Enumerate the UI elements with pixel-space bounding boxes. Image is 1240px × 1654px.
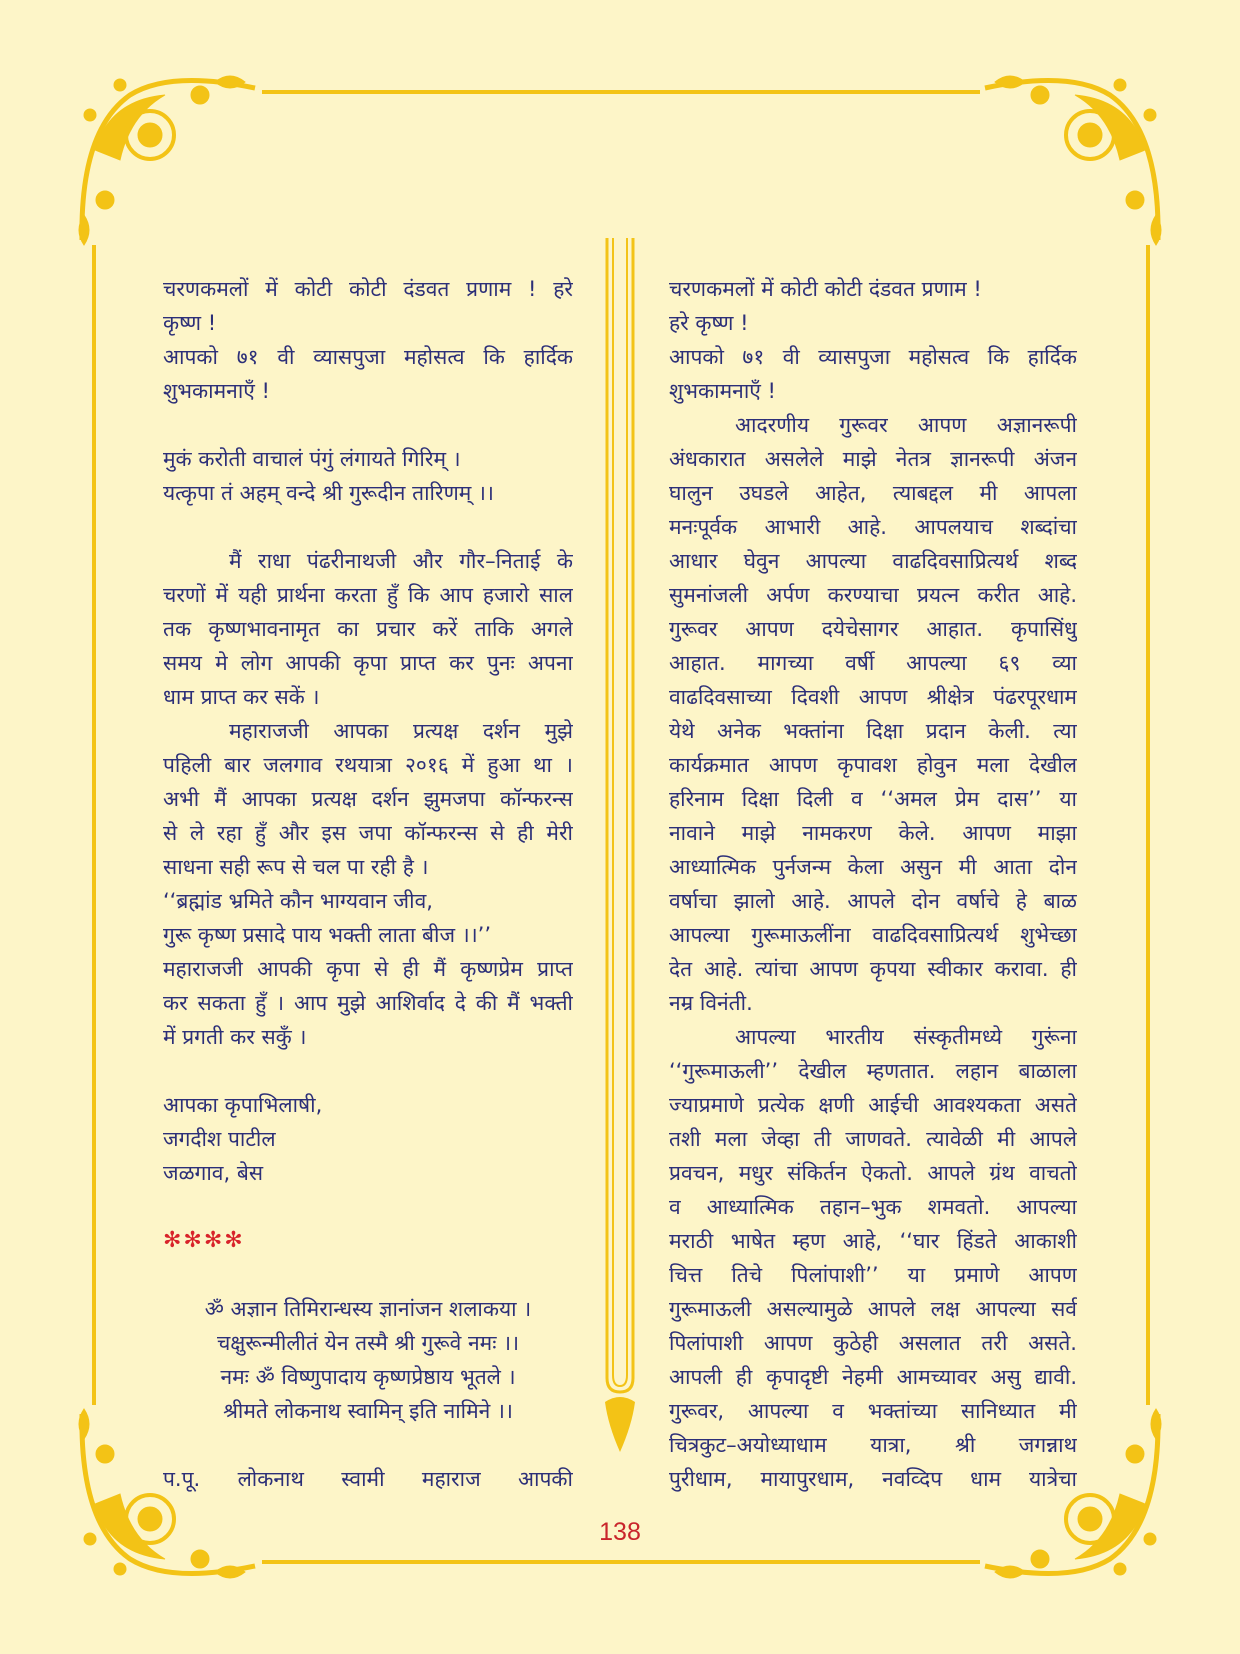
text-line: हरिनाम दिक्षा दिली व ‘‘अमल प्रेम दास’’ या — [669, 787, 1077, 811]
text-line: मनःपूर्वक आभारी आहे. आपलयाच शब्दांचा — [669, 515, 1077, 539]
text-line: आदरणीय गुरूवर आपण अज्ञानरूपी — [735, 413, 1077, 437]
text-line: शुभकामनाएँ ! — [669, 379, 776, 403]
divider-drop-ornament — [605, 1397, 635, 1452]
text-line: आपका कृपाभिलाषी, — [163, 1093, 323, 1117]
text-line: ‘‘गुरूमाऊली’’ देखील म्हणतात. लहान बाळाला — [669, 1059, 1077, 1083]
text-line: पिलांपाशी आपण कुठेही असलात तरी असते. — [669, 1331, 1077, 1355]
text-line: प.पू. लोकनाथ स्वामी महाराज आपकी — [163, 1467, 573, 1491]
text-line: जळगाव, बेस — [163, 1161, 264, 1185]
text-line: चरणकमलों में कोटी कोटी दंडवत प्रणाम ! — [669, 277, 982, 301]
text-line: चित्रकुट–अयोध्याधाम यात्रा, श्री जगन्नाथ — [669, 1433, 1077, 1457]
text-line: ज्याप्रमाणे प्रत्येक क्षणी आईची आवश्यकता असते — [669, 1093, 1077, 1117]
text-line: आपल्या भारतीय संस्कृतीमध्ये गुरूंना — [735, 1025, 1077, 1049]
corner-ornament-top-left — [79, 76, 255, 245]
text-line: आपको ७१ वी व्यासपुजा महोसत्व कि हार्दिक — [669, 345, 1077, 369]
text-line: कृष्ण ! — [163, 311, 217, 335]
text-line: मुकं करोती वाचालं पंगुं लंगायते गिरिम् । — [163, 447, 461, 471]
text-line: आहात. मागच्या वर्षी आपल्या ६९ व्या — [669, 651, 1077, 675]
text-line: ॐ अज्ञान तिमिरान्धस्य ज्ञानांजन शलाकया । — [204, 1297, 532, 1321]
text-line: अंधकारात असलेले माझे नेतत्र ज्ञानरूपी अंजन — [669, 447, 1077, 471]
text-line: चरणों में यही प्रार्थना करता हुँ कि आप हजारो साल — [163, 583, 573, 607]
text-line: आध्यात्मिक पुर्नजन्म केला असुन मी आता दोन — [669, 855, 1077, 879]
text-line: महाराजजी आपकी कृपा से ही मैं कृष्णप्रेम प्राप्त — [163, 957, 573, 981]
text-line: से ले रहा हुँ और इस जपा कॉन्फरन्स से ही मेरी — [163, 821, 573, 845]
text-line: येथे अनेक भक्तांना दिक्षा प्रदान केली. त्या — [669, 719, 1077, 743]
text-line: यत्कृपा तं अहम् वन्दे श्री गुरूदीन तारिणम् ।। — [163, 481, 494, 505]
text-line: गुरूवर, आपल्या व भक्तांच्या सानिध्यात मी — [669, 1399, 1077, 1423]
text-line: मैं राधा पंढरीनाथजी और गौर–निताई के — [229, 549, 573, 573]
text-line: तशी मला जेव्हा ती जाणवते. त्यावेळी मी आपले — [669, 1127, 1077, 1151]
text-line: चित्त तिचे पिलांपाशी’’ या प्रमाणे आपण — [669, 1263, 1077, 1287]
text-line: घालुन उघडले आहेत, त्याबद्दल मी आपला — [669, 481, 1077, 505]
text-line: आपल्या गुरूमाऊलींना वाढदिवसाप्रित्यर्थ शुभेच्छा — [669, 923, 1077, 947]
text-line: व आध्यात्मिक तहान–भुक शमवतो. आपल्या — [669, 1195, 1077, 1219]
text-line: मराठी भाषेत म्हण आहे, ‘‘घार हिंडते आकाशी — [669, 1229, 1077, 1253]
text-line: गुरू कृष्ण प्रसादे पाय भक्ती लाता बीज ।।’’ — [163, 923, 492, 947]
section-separator-stars: ✻✻✻✻ — [163, 1228, 245, 1253]
text-line: धाम प्राप्त कर सकें । — [163, 685, 320, 709]
text-line: साधना सही रूप से चल पा रही है । — [163, 855, 429, 879]
text-line: शुभकामनाएँ ! — [163, 379, 270, 403]
text-line: आपली ही कृपादृष्टी नेहमी आमच्यावर असु द्यावी. — [669, 1365, 1077, 1389]
text-line: अभी मैं आपका प्रत्यक्ष दर्शन झुमजपा कॉन्फरन्स — [163, 787, 573, 811]
column-divider — [607, 238, 633, 1392]
text-line: नावाने माझे नामकरण केले. आपण माझा — [669, 821, 1077, 845]
text-line: वर्षाचा झालो आहे. आपले दोन वर्षाचे हे बाळ — [669, 889, 1077, 913]
text-line: कर सकता हुँ । आप मुझे आशिर्वाद दे की मैं भक्ती — [163, 991, 573, 1015]
text-line: आपको ७१ वी व्यासपुजा महोसत्व कि हार्दिक — [163, 345, 573, 369]
text-line: देत आहे. त्यांचा आपण कृपया स्वीकार करावा. ही — [669, 957, 1077, 981]
text-line: पहिली बार जलगाव रथयात्रा २०१६ में हुआ था । — [163, 753, 573, 777]
text-line: में प्रगती कर सकुँ । — [163, 1025, 307, 1049]
text-line: वाढदिवसाच्या दिवशी आपण श्रीक्षेत्र पंढरपूरधाम — [669, 685, 1077, 709]
text-line: श्रीमते लोकनाथ स्वामिन् इति नामिने ।। — [223, 1399, 513, 1423]
page-number: 138 — [599, 1518, 641, 1546]
text-line: नमः ॐ विष्णुपादाय कृष्णप्रेष्ठाय भूतले । — [220, 1365, 516, 1389]
text-line: जगदीश पाटील — [163, 1127, 276, 1151]
text-line: आधार घेवुन आपल्या वाढदिवसाप्रित्यर्थ शब्द — [669, 549, 1077, 573]
text-line: ‘‘ब्रह्मांड भ्रमिते कौन भाग्यवान जीव, — [163, 889, 433, 913]
text-line: चरणकमलों में कोटी कोटी दंडवत प्रणाम ! हरे — [163, 277, 573, 301]
text-line: समय मे लोग आपकी कृपा प्राप्त कर पुनः अपना — [163, 651, 573, 675]
text-line: चक्षुरून्मीलीतं येन तस्मै श्री गुरूवे नमः ।। — [216, 1331, 520, 1355]
text-line: पुरीधाम, मायापुरधाम, नवव्दिप धाम यात्रेचा — [669, 1467, 1077, 1491]
text-line: नम्र विनंती. — [669, 991, 753, 1015]
text-line: हरे कृष्ण ! — [669, 311, 749, 335]
text-line: गुरूवर आपण दयेचेसागर आहात. कृपासिंधु — [669, 617, 1077, 641]
text-line: तक कृष्णभावनामृत का प्रचार करें ताकि अगले — [163, 617, 573, 641]
text-line: गुरूमाऊली असल्यामुळे आपले लक्ष आपल्या सर्व — [669, 1297, 1077, 1321]
corner-ornament-top-right — [985, 76, 1161, 245]
text-line: सुमनांजली अर्पण करण्याचा प्रयत्न करीत आहे. — [669, 583, 1077, 607]
text-line: प्रवचन, मधुर संकिर्तन ऐकतो. आपले ग्रंथ वाचतो — [669, 1161, 1077, 1185]
text-line: कार्यक्रमात आपण कृपावश होवुन मला देखील — [669, 753, 1077, 777]
text-line: महाराजजी आपका प्रत्यक्ष दर्शन मुझे — [229, 719, 573, 743]
